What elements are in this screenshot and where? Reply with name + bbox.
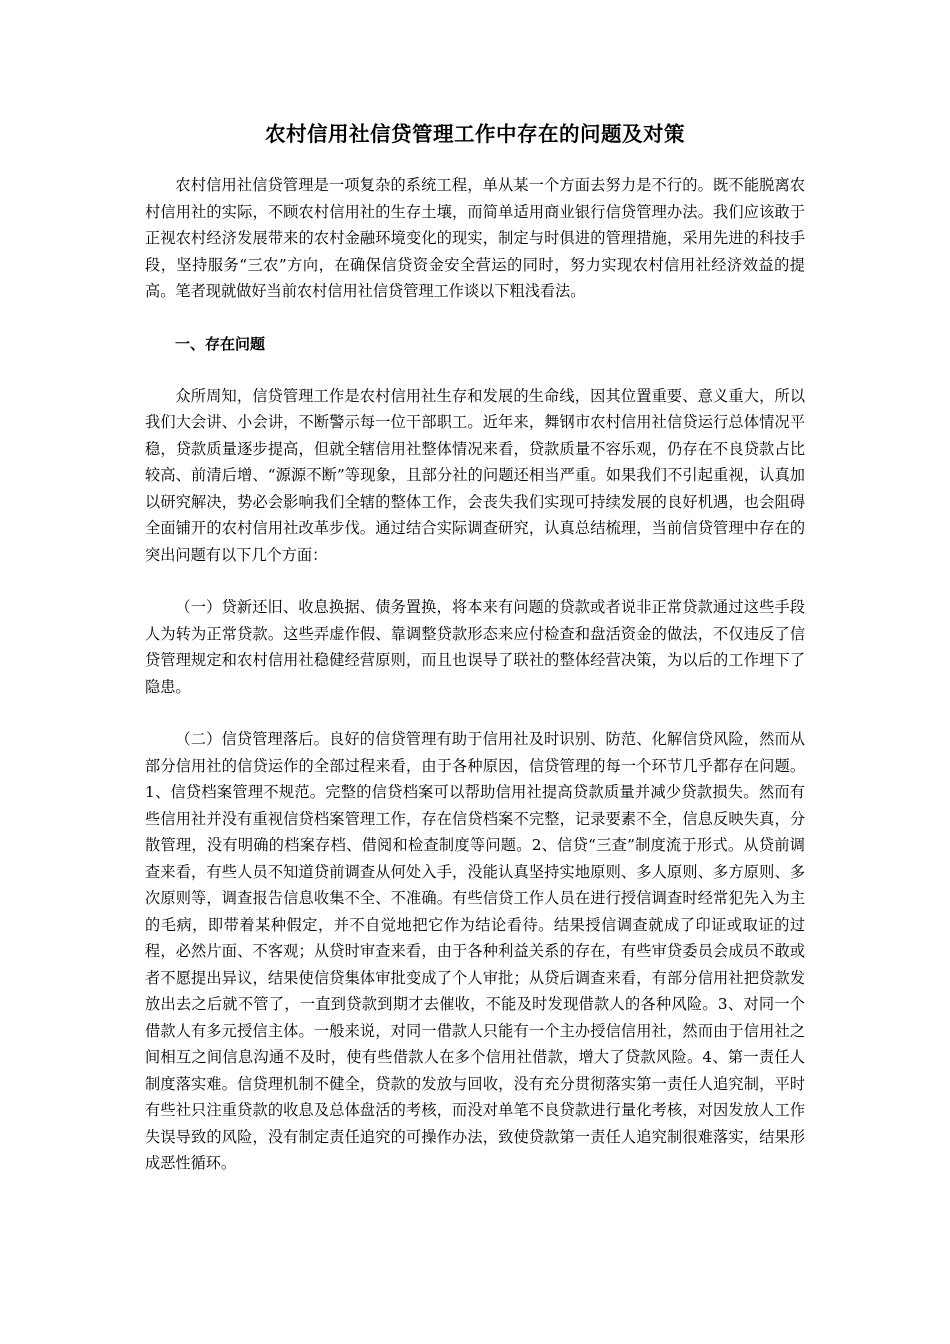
problems-overview-paragraph: 众所周知，信贷管理工作是农村信用社生存和发展的生命线，因其位置重要、意义重大，所以我们大会讲、小会讲，不断警示每一位干部职工。近年来，舞钢市农村信用社信贷运行总体情况平稳，贷款质量逐步提高，但就全辖信用社整体情况来看，贷款质量不容乐观，仍存在不良贷款占比较高、前清后增、“源源不断”等现象，且部分社的问题还相当严重。如果我们不引起重视，认真加以研究解决，势必会影响我们全辖的整体工作，会丧失我们实现可持续发展的良好机遇，也会阻碍全面铺开的农村信用社改革步伐。通过结合实际调查研究，认真总结梳理，当前信贷管理中存在的突出问题有以下几个方面： [145,386,805,564]
section-heading-problems: 一、存在问题 [175,334,266,353]
problem-point-1-paragraph: （一）贷新还旧、收息换据、债务置换，将本来有问题的贷款或者说非正常贷款通过这些手段人为转为正常贷款。这些弄虚作假、靠调整贷款形态来应付检查和盘活资金的做法，不仅违反了信贷管理规定和农村信用社稳健经营原则，而且也误导了联社的整体经营决策，为以后的工作埋下了隐患。 [145,598,805,696]
document-title: 农村信用社信贷管理工作中存在的问题及对策 [265,122,685,146]
problem-point-2-paragraph: （二）信贷管理落后。良好的信贷管理有助于信用社及时识别、防范、化解信贷风险，然而从部分信用社的信贷运作的全部过程来看，由于各种原因，信贷管理的每一个环节几乎都存在问题。1、信贷档案管理不规范。完整的信贷档案可以帮助信用社提高贷款质量并减少贷款损失。然而有些信用社并没有重视信贷档案管理工作，存在信贷档案不完整，记录要素不全，信息反映失真，分散管理，没有明确的档案存档、借阅和检查制度等问题。2、信贷“三查”制度流于形式。从贷前调查来看，有些人员不知道贷前调查从何处入手，没能认真坚持实地原则、多人原则、多方原则、多次原则等，调查报告信息收集不全、不准确。有些信贷工作人员在进行授信调查时经常犯先入为主的毛病，即带着某种假定，并不自觉地把它作为结论看待。结果授信调查就成了印证或取证的过程，必然片面、不客观；从贷时审查来看，由于各种利益关系的存在，有些审贷委员会成员不敢或者不愿提出异议，结果使信贷集体审批变成了个人审批；从贷后调查来看，有部分信用社把贷款发放出去之后就不管了，一直到贷款到期才去催收，不能及时发现借款人的各种风险。3、对同一个借款人有多元授信主体。一般来说，对同一借款人只能有一个主办授信信用社，然而由于信用社之间相互之间信息沟通不及时，使有些借款人在多个信用社借款，增大了贷款风险。4、第一责任人制度落实难。信贷理机制不健全，贷款的发放与回收，没有充分贯彻落实第一责任人追究制，平时有些社只注重贷款的收息及总体盘活的考核，而没对单笔不良贷款进行量化考核，对因发放人工作失误导致的风险，没有制定责任追究的可操作办法，致使贷款第一责任人追究制很难落实，结果形成恶性循环。 [145,730,805,1172]
document-body [145,120,805,1201]
intro-paragraph: 农村信用社信贷管理是一项复杂的系统工程，单从某一个方面去努力是不行的。既不能脱离农村信用社的实际，不顾农村信用社的生存土壤，而简单适用商业银行信贷管理办法。我们应该敢于正视农村经济发展带来的农村金融环境变化的现实，制定与时俱进的管理措施，采用先进的科技手段，坚持服务“三农”方向，在确保信贷资金安全营运的同时，努力实现农村信用社经济效益的提高。笔者现就做好当前农村信用社信贷管理工作谈以下粗浅看法。 [145,176,805,300]
